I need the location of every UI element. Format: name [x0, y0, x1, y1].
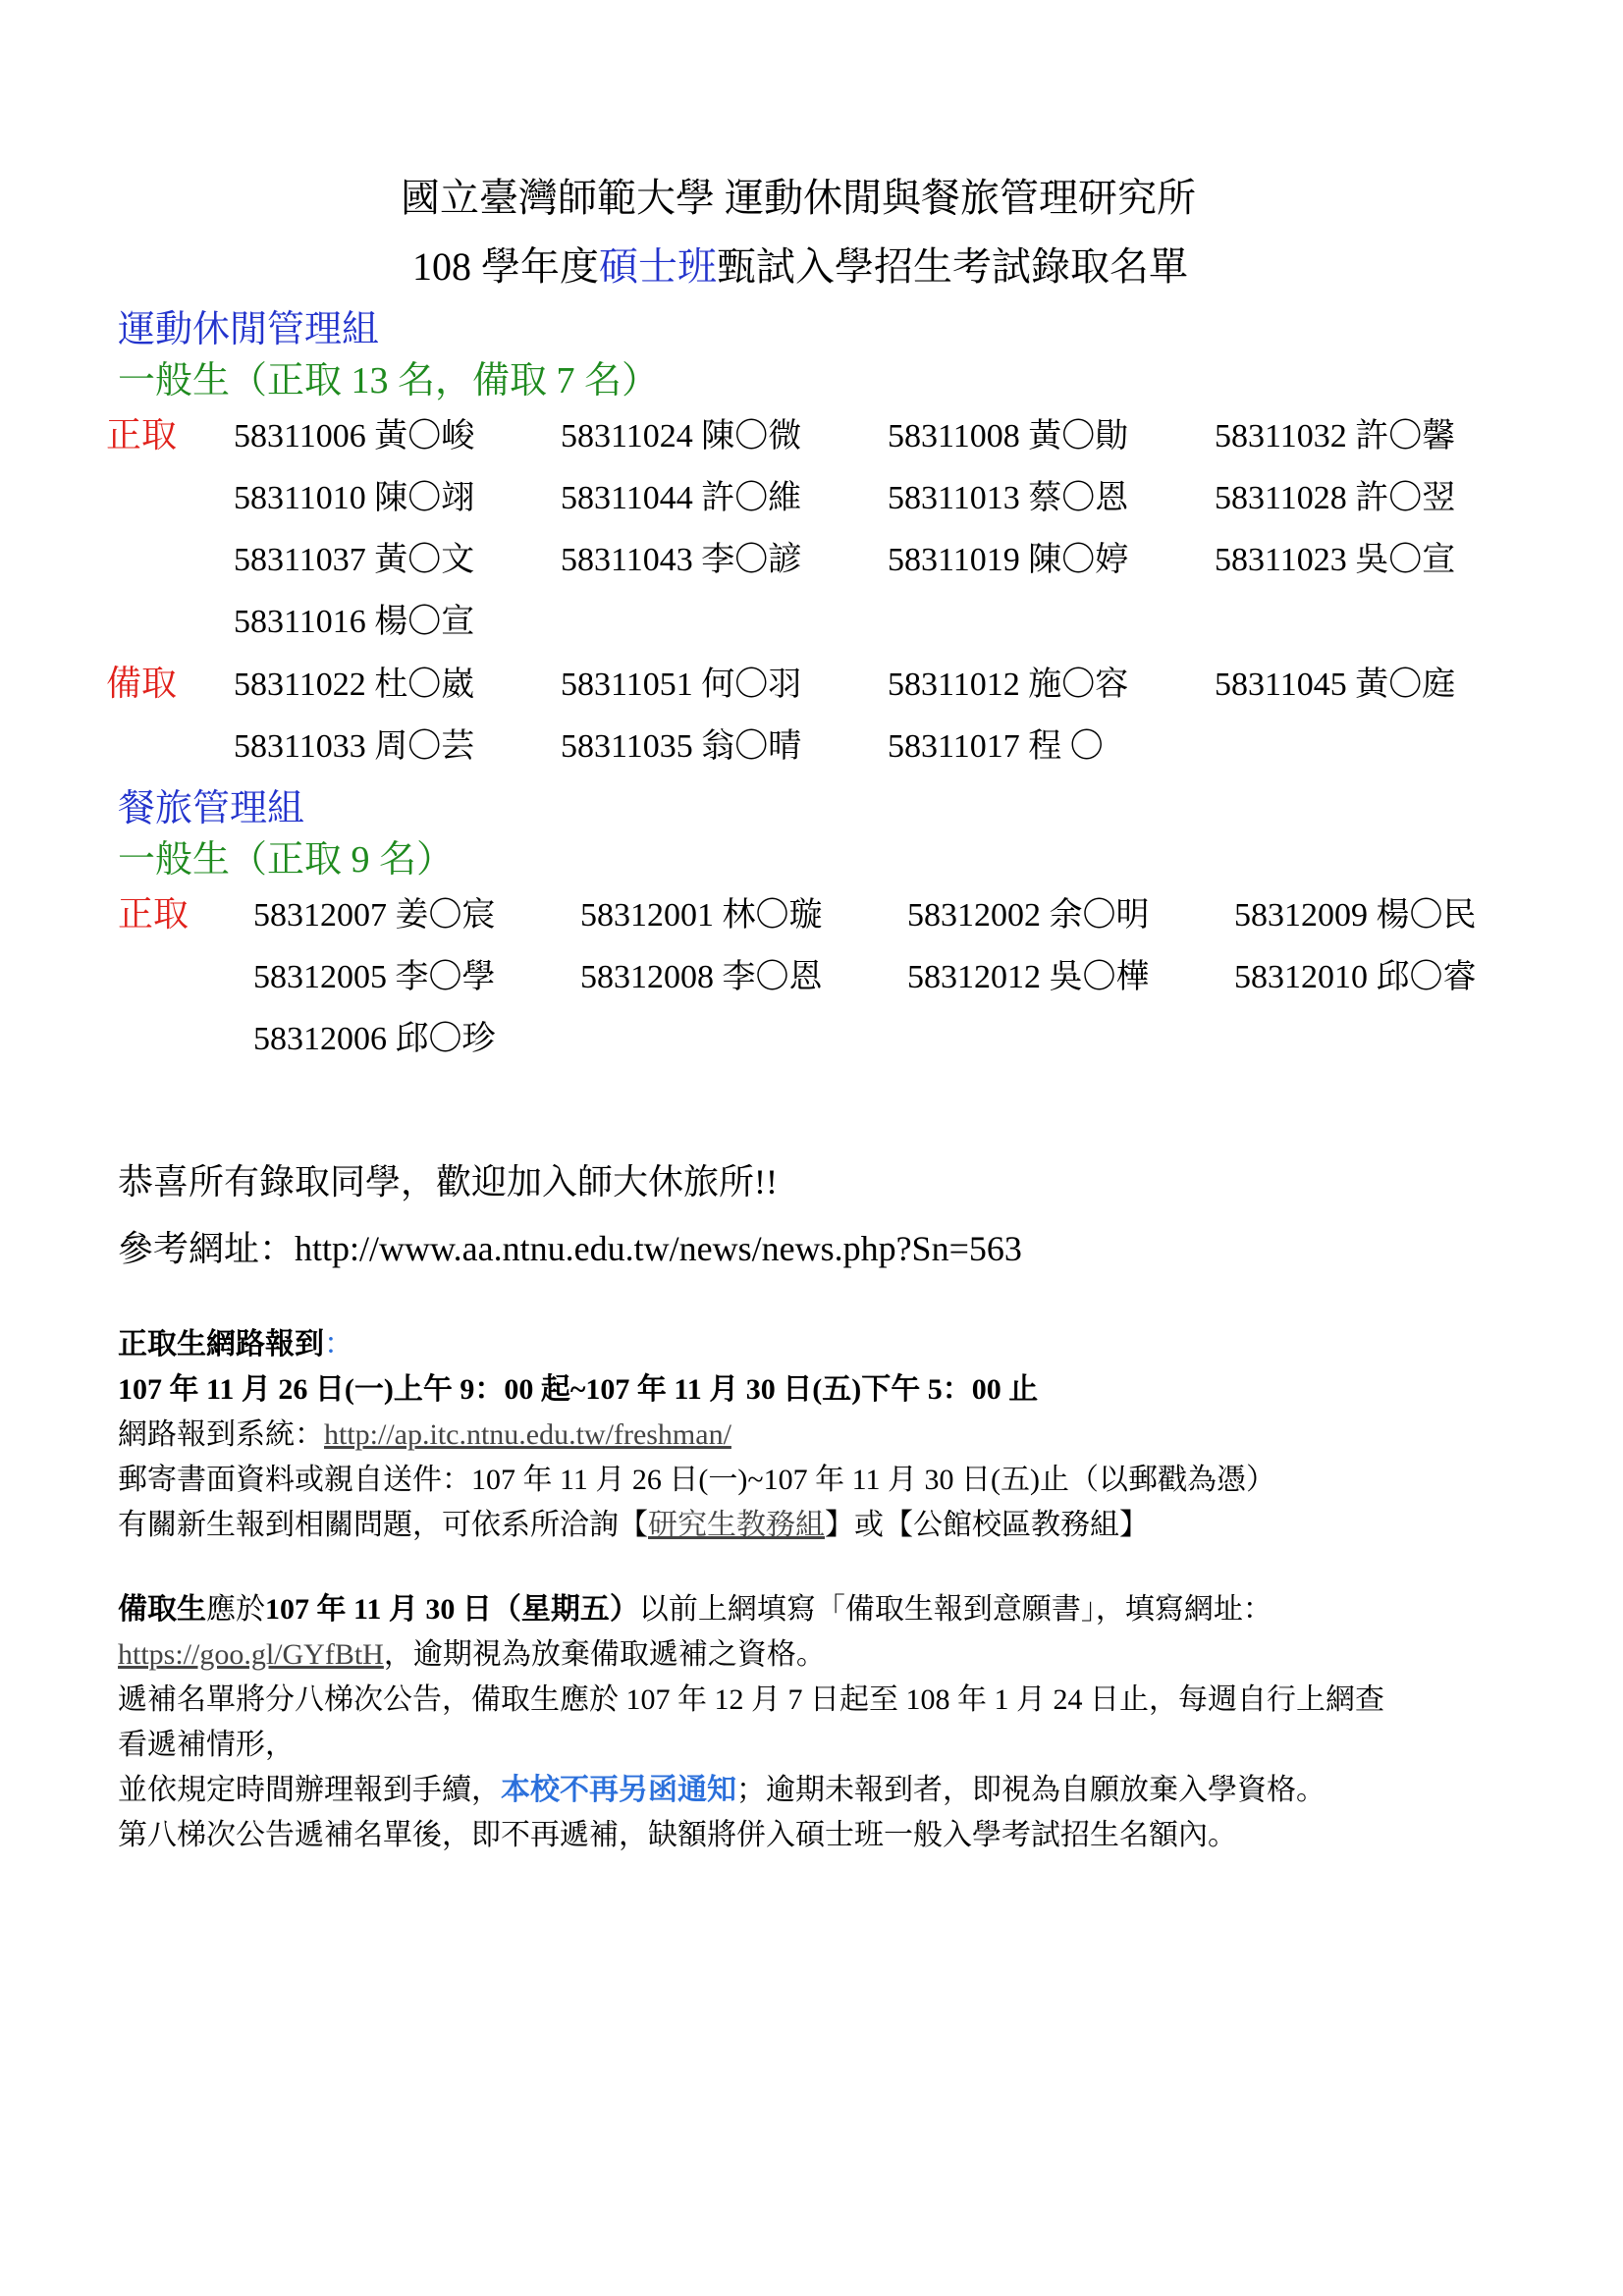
registration-system-link[interactable]: http://ap.itc.ntnu.edu.tw/freshman/: [324, 1418, 731, 1451]
waitlist-line5: [118, 1765, 1325, 1808]
admitted-entry: 58311037 黃〇文: [234, 542, 475, 578]
admitted-entry: 58312005 李〇學: [253, 959, 496, 995]
admitted-entry: 58312001 林〇璇: [580, 897, 823, 934]
admitted-entry: 58311028 許〇翌: [1215, 480, 1456, 516]
waitlist-line4: 看遞補情形，: [118, 1729, 295, 1761]
subtitle-year: 108 學年度: [412, 244, 599, 289]
page-subtitle: [412, 236, 1188, 292]
admitted-entry: 58312012 吳〇樺: [907, 959, 1150, 995]
waitlist-mid1: 應於: [206, 1593, 265, 1626]
admitted-entry: 58312009 楊〇民: [1234, 897, 1477, 934]
admitted-entry: 58311044 許〇維: [561, 480, 802, 516]
admitted-entry: 58311006 黃〇峻: [234, 418, 475, 454]
group1-name: 運動休閒管理組: [118, 309, 380, 350]
registration-heading-colon: ：: [324, 1328, 353, 1361]
group1-wait-label: 備取: [106, 664, 178, 703]
group2-name: 餐旅管理組: [118, 788, 305, 829]
reference-url[interactable]: 參考網址：http://www.aa.ntnu.edu.tw/news/news.php?Sn=563: [118, 1229, 1022, 1268]
registration-heading-text: 正取生網路報到: [118, 1328, 324, 1361]
admitted-entry: 58311013 蔡〇恩: [888, 480, 1129, 516]
admitted-entry: 58312008 李〇恩: [580, 959, 823, 995]
admitted-entry: 58311023 吳〇宣: [1215, 542, 1456, 578]
group2-subtitle: 一般生（正取 9 名）: [118, 839, 455, 881]
congrats-text: 恭喜所有錄取同學，歡迎加入師大休旅所!!: [118, 1162, 778, 1201]
inquiry-pre: 有關新生報到相關問題，可依系所洽詢【: [118, 1509, 648, 1541]
subtitle-program: 碩士班: [599, 244, 717, 289]
admitted-entry: 58311010 陳〇翊: [234, 480, 475, 516]
waitlisted-entry: 58311035 翁〇晴: [561, 728, 802, 765]
inquiry-post: 】或【公館校區教務組】: [825, 1509, 1149, 1541]
admitted-entry: 58311024 陳〇微: [561, 418, 802, 454]
waitlist-no-notice: 本校不再另函通知: [501, 1774, 736, 1806]
registration-system: [118, 1410, 731, 1453]
waitlist-rest2: ，逾期視為放棄備取遞補之資格。: [383, 1638, 826, 1671]
admitted-entry: 58312006 邱〇珍: [253, 1021, 496, 1057]
inquiry-link[interactable]: 研究生教務組: [648, 1509, 825, 1541]
admitted-entry: 58312010 邱〇睿: [1234, 959, 1477, 995]
waitlist-line2: [118, 1629, 826, 1673]
registration-mail: 郵寄書面資料或親自送件：107 年 11 月 26 日(一)~107 年 11 月 30 日(五)止（以郵戳為憑）: [118, 1464, 1275, 1496]
page-title: 國立臺灣師範大學 運動休閒與餐旅管理研究所: [401, 176, 1196, 220]
subtitle-rest: 甄試入學招生考試錄取名單: [717, 244, 1188, 289]
admitted-entry: 58311016 楊〇宣: [234, 604, 475, 640]
admitted-entry: 58311008 黃〇勛: [888, 418, 1129, 454]
waitlist-rest1: 以前上網填寫「備取生報到意願書」，填寫網址：: [638, 1593, 1272, 1626]
waitlist-line3: 遞補名單將分八梯次公告，備取生應於 107 年 12 月 7 日起至 108 年 1 月 24 日止，每週自行上網查: [118, 1683, 1384, 1716]
admitted-entry: 58312007 姜〇宸: [253, 897, 496, 934]
admitted-entry: 58311019 陳〇婷: [888, 542, 1129, 578]
group1-admit-label: 正取: [106, 415, 178, 454]
admitted-entry: 58311043 李〇諺: [561, 542, 802, 578]
waitlisted-entry: 58311017 程 〇: [888, 728, 1104, 765]
waitlist-line1: [118, 1584, 1272, 1628]
registration-system-label: 網路報到系統：: [118, 1418, 324, 1451]
admitted-entry: 58311032 許〇馨: [1215, 418, 1456, 454]
admitted-entry: 58312002 余〇明: [907, 897, 1150, 934]
waitlist-form-link[interactable]: https://goo.gl/GYfBtH: [118, 1638, 384, 1671]
waitlist-bold1: 備取生: [118, 1593, 206, 1626]
waitlisted-entry: 58311045 黃〇庭: [1215, 667, 1456, 703]
waitlisted-entry: 58311022 杜〇崴: [234, 667, 475, 703]
registration-period: 107 年 11 月 26 日(一)上午 9：00 起~107 年 11 月 30 日(五)下午 5：00 止: [118, 1373, 1039, 1406]
waitlisted-entry: 58311012 施〇容: [888, 667, 1129, 703]
waitlisted-entry: 58311051 何〇羽: [561, 667, 802, 703]
waitlist-line6: 第八梯次公告遞補名單後，即不再遞補，缺額將併入碩士班一般入學考試招生名額內。: [118, 1819, 1237, 1851]
waitlisted-entry: 58311033 周〇芸: [234, 728, 475, 765]
waitlist-l5-post: ；逾期未報到者，即視為自願放棄入學資格。: [736, 1774, 1325, 1806]
registration-inquiry: [118, 1500, 1149, 1543]
registration-heading: [118, 1319, 353, 1362]
waitlist-l5-pre: 並依規定時間辦理報到手續，: [118, 1774, 501, 1806]
group2-admit-label: 正取: [118, 894, 189, 934]
waitlist-deadline: 107 年 11 月 30 日（星期五）: [265, 1593, 639, 1626]
group1-subtitle: 一般生（正取 13 名，備取 7 名）: [118, 360, 660, 401]
